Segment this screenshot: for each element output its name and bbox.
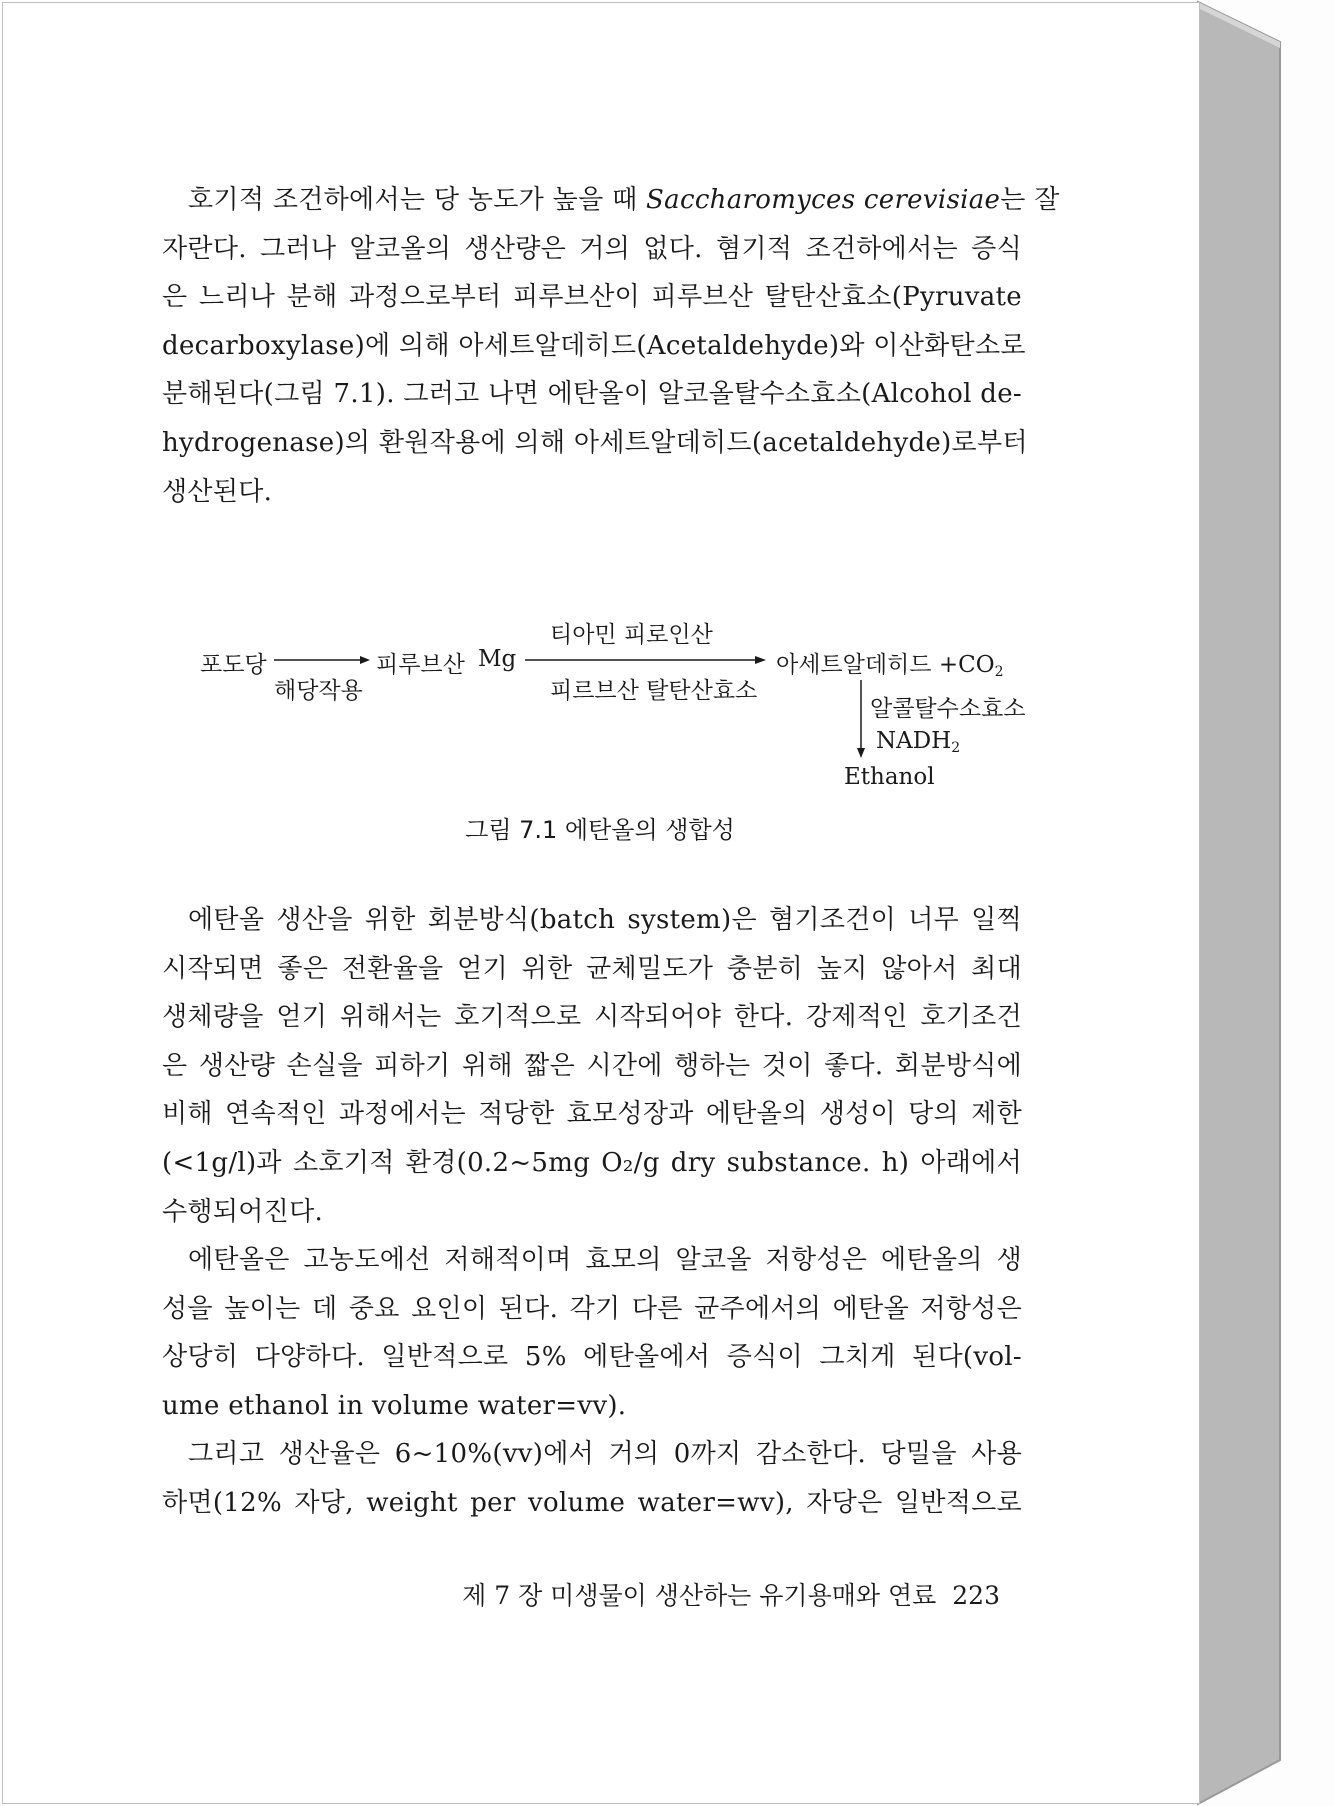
pyruvate-label: 피루브산 <box>376 652 465 678</box>
nadh-subscript: 2 <box>951 740 961 756</box>
paragraph-1-line: 자란다. 그러나 알코올의 생산량은 거의 없다. 혐기적 조건하에서는 증식 <box>162 233 1022 264</box>
ethanol-label: Ethanol <box>844 764 935 790</box>
pyruvate-decarboxylase-label: 피르브산 탈탄산효소 <box>550 678 758 704</box>
paragraph-4-line: 하면(12% 자당, weight per volume water=wv), 자당은 일반적으로 <box>162 1487 1022 1518</box>
acetaldehyde-co2-label <box>776 646 1004 680</box>
paragraph-2-line: 생체량을 얻기 위해서는 호기적으로 시작되어야 한다. 강제적인 호기조건 <box>162 1002 1022 1033</box>
paragraph-3-line: 상당히 다양하다. 일반적으로 5% 에탄올에서 증식이 그치게 된다(vol- <box>162 1342 1022 1373</box>
paragraph-2-line: 수행되어진다. <box>162 1196 324 1227</box>
paragraph-2-line: (<1g/l)과 소호기적 환경(0.2~5mg O₂/g dry substance. h) 아래에서 <box>162 1147 1022 1178</box>
nadh-label <box>876 728 960 756</box>
ethanol-biosynthesis-diagram <box>200 610 1040 800</box>
paragraph-1-line: hydrogenase)의 환원작용에 의해 아세트알데히드(acetaldehyde)로부터 <box>162 427 1028 458</box>
paragraph-3-line: ume ethanol in volume water=vv). <box>162 1390 627 1421</box>
acetaldehyde-text: 아세트알데히드 +CO <box>776 652 995 678</box>
thiamine-pyrophosphate-label: 티아민 피로인산 <box>550 622 713 648</box>
paragraph-3-line: 에탄올은 고농도에선 저해적이며 효모의 알코올 저항성은 에탄올의 생 <box>188 1245 1022 1275</box>
p1-line-1-text: 호기적 조건하에서는 당 농도가 높을 때 Saccharomyces cerevisiae는 잘 <box>188 185 1060 215</box>
paragraph-4 <box>162 1430 1022 1527</box>
alcohol-dehydrogenase-label: 알콜탈수소효소 <box>870 696 1026 722</box>
paragraph-1-line: decarboxylase)에 의해 아세트알데히드(Acetaldehyde)와 이산화탄소로 <box>162 330 1026 361</box>
nadh-text: NADH <box>876 728 952 754</box>
paragraph-2-line: 에탄올 생산을 위한 회분방식(batch system)은 혐기조건이 너무 일찍 <box>188 905 1022 935</box>
paragraph-1-line: 생산된다. <box>162 476 273 507</box>
paragraph-2 <box>162 896 1022 1236</box>
co2-subscript: 2 <box>994 664 1004 680</box>
chapter-title: 제 7 장 미생물이 생산하는 유기용매와 연료 <box>462 1581 937 1610</box>
page-number: 223 <box>952 1581 1000 1610</box>
page-footer <box>460 1576 1000 1612</box>
paragraph-1-line: 분해된다(그림 7.1). 그러고 나면 에탄올이 알코올탈수소효소(Alcohol de- <box>162 379 1022 410</box>
paragraph-2-line: 비해 연속적인 과정에서는 적당한 효모성장과 에탄올의 생성이 당의 제한 <box>162 1099 1022 1130</box>
glucose-label: 포도당 <box>200 652 267 678</box>
paragraph-1 <box>162 176 1060 516</box>
paragraph-4-line: 그리고 생산율은 6~10%(vv)에서 거의 0까지 감소한다. 당밀을 사용 <box>188 1439 1022 1469</box>
paragraph-3 <box>162 1236 1022 1430</box>
paragraph-3-line: 성을 높이는 데 중요 요인이 된다. 각기 다른 균주에서의 에탄올 저항성은 <box>162 1293 1022 1324</box>
figure-caption: 그림 7.1 에탄올의 생합성 <box>465 816 735 844</box>
paragraph-2-line: 시작되면 좋은 전환율을 얻기 위한 균체밀도가 충분히 높지 않아서 최대 <box>162 953 1022 984</box>
paragraph-2-line: 은 생산량 손실을 피하기 위해 짧은 시간에 행하는 것이 좋다. 회분방식에 <box>162 1050 1022 1081</box>
mg-label: Mg <box>478 646 517 672</box>
glycolysis-label: 해당작용 <box>274 678 363 704</box>
paragraph-1-line: 은 느리나 분해 과정으로부터 피루브산이 피루브산 탈탄산효소(Pyruvate <box>162 282 1022 313</box>
paragraph-1-line <box>162 176 1060 225</box>
